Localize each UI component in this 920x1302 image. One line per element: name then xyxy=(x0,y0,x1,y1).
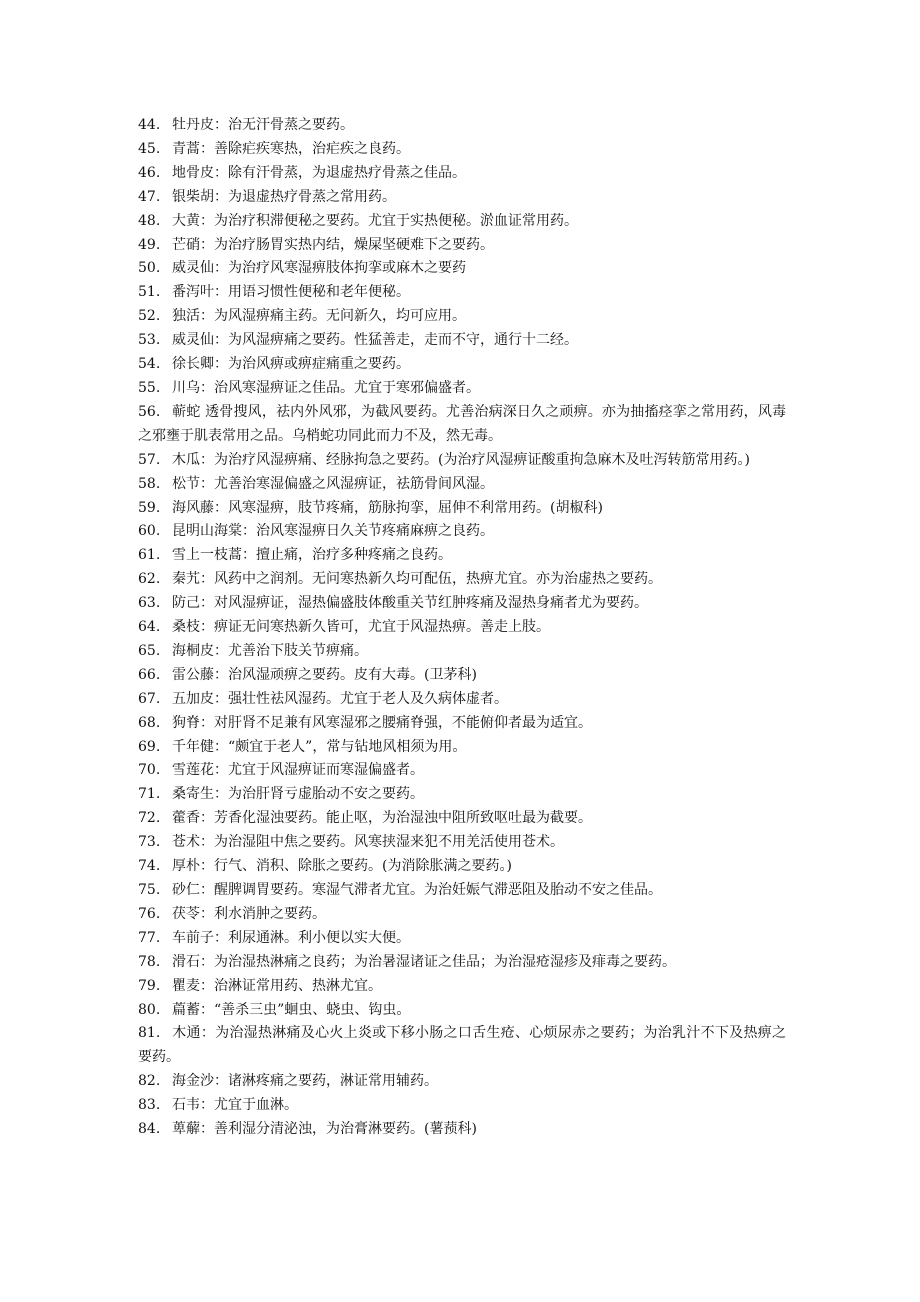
list-item xyxy=(138,114,786,138)
item-number: 75. xyxy=(138,882,161,898)
item-text: 雪上一枝蒿：擅止痛，治疗多种疼痛之良药。 xyxy=(172,547,452,564)
item-text: 木瓜：为治疗风湿痹痛、经脉拘急之要药。(为治疗风湿痹证酸重拘急麻木及吐泻转筋常用药。) xyxy=(172,451,750,468)
list-item xyxy=(138,927,786,951)
list-item xyxy=(138,544,786,568)
list-item xyxy=(138,401,786,449)
item-text: 木通：为治湿热淋痛及心火上炎或下移小肠之口舌生疮、心烦尿赤之要药；为治乳汁不下及热痹之要药。 xyxy=(138,1025,786,1066)
list-item xyxy=(138,210,786,234)
list-item xyxy=(138,879,786,903)
item-text: 海金沙：诸淋疼痛之要药，淋证常用辅药。 xyxy=(172,1073,438,1090)
list-item xyxy=(138,640,786,664)
list-item xyxy=(138,281,786,305)
item-number: 77. xyxy=(138,929,161,946)
item-text: 千年健：“颇宜于老人”，常与钻地风相须为用。 xyxy=(172,738,467,755)
item-number: 56. xyxy=(138,403,161,420)
item-text: 银柴胡：为退虚热疗骨蒸之常用药。 xyxy=(172,188,396,205)
list-item xyxy=(138,497,786,521)
item-number: 57. xyxy=(138,451,161,468)
list-item xyxy=(138,975,786,999)
list-item xyxy=(138,903,786,927)
list-item xyxy=(138,162,786,186)
list-item xyxy=(138,783,786,807)
item-text: 昆明山海棠：治风寒湿痹日久关节疼痛麻痹之良药。 xyxy=(172,523,494,540)
item-text: 地骨皮：除有汗骨蒸，为退虚热疗骨蒸之佳品。 xyxy=(172,164,466,181)
item-text: 雷公藤：治风湿顽痹之要药。皮有大毒。(卫茅科) xyxy=(172,666,477,683)
item-number: 61. xyxy=(138,547,161,564)
list-item xyxy=(138,449,786,473)
item-number: 47. xyxy=(138,188,161,205)
list-item xyxy=(138,520,786,544)
item-text: 青蒿：善除疟疾寒热，治疟疾之良药。 xyxy=(172,140,410,157)
item-text: 狗脊：对肝肾不足兼有风寒湿邪之腰痛脊强，不能俯仰者最为适宜。 xyxy=(172,714,592,731)
item-number: 68. xyxy=(138,714,161,731)
item-text: 萹蓄：“善杀三虫”蛔虫、蛲虫、钩虫。 xyxy=(172,1001,411,1018)
item-text: 石韦：尤宜于血淋。 xyxy=(172,1097,298,1114)
document-body xyxy=(138,114,786,1142)
item-text: 雪莲花：尤宜于风湿痹证而寒湿偏盛者。 xyxy=(172,762,424,779)
item-text: 茯苓：利水消肿之要药。 xyxy=(172,905,326,922)
list-item xyxy=(138,831,786,855)
item-text: 厚朴：行气、消积、除胀之要药。(为消除胀满之要药。) xyxy=(172,858,512,875)
item-number: 48. xyxy=(138,212,161,229)
item-number: 62. xyxy=(138,571,161,588)
item-number: 44. xyxy=(138,117,161,133)
item-text: 车前子：利尿通淋。利小便以实大便。 xyxy=(172,929,410,946)
list-item xyxy=(138,616,786,640)
item-text: 蕲蛇 透骨搜风，祛内外风邪，为截风要药。尤善治病深日久之顽痹。亦为抽搐痉挛之常用药，风毒之邪壅于肌表常用之品。乌梢蛇功同此而力不及，然无毒。 xyxy=(138,403,786,444)
list-item xyxy=(138,568,786,592)
list-item xyxy=(138,305,786,329)
list-item xyxy=(138,592,786,616)
item-number: 50. xyxy=(138,260,161,277)
item-number: 82. xyxy=(138,1073,161,1090)
item-number: 81. xyxy=(138,1025,161,1042)
item-text: 桑寄生：为治肝肾亏虚胎动不安之要药。 xyxy=(172,786,424,803)
list-item xyxy=(138,664,786,688)
list-item xyxy=(138,1118,786,1142)
item-number: 73. xyxy=(138,834,161,851)
list-item xyxy=(138,736,786,760)
item-text: 砂仁：醒脾调胃要药。寒湿气滞者尤宜。为治妊娠气滞恶阻及胎动不安之佳品。 xyxy=(172,882,662,898)
item-text: 大黄：为治疗积滞便秘之要药。尤宜于实热便秘。淤血证常用药。 xyxy=(172,212,578,229)
item-number: 63. xyxy=(138,595,161,612)
item-number: 72. xyxy=(138,810,161,827)
list-item xyxy=(138,951,786,975)
item-number: 66. xyxy=(138,666,161,683)
item-text: 威灵仙：为治疗风寒湿痹肢体拘挛或麻木之要药 xyxy=(172,260,466,277)
item-number: 84. xyxy=(138,1121,161,1138)
item-number: 64. xyxy=(138,619,161,636)
item-text: 海风藤：风寒湿痹，肢节疼痛，筋脉拘挛，屈伸不利常用药。(胡椒科) xyxy=(172,499,603,516)
list-item xyxy=(138,234,786,258)
item-number: 59. xyxy=(138,499,161,516)
item-number: 58. xyxy=(138,475,161,492)
item-text: 苍术：为治湿阻中焦之要药。风寒挟湿来犯不用羌活使用苍术。 xyxy=(172,834,564,851)
item-number: 83. xyxy=(138,1097,161,1114)
list-item xyxy=(138,999,786,1023)
list-item xyxy=(138,329,786,353)
item-number: 51. xyxy=(138,284,161,301)
item-text: 萆薢：善利湿分清泌浊，为治膏淋要药。(薯蓣科) xyxy=(172,1121,477,1138)
item-number: 79. xyxy=(138,977,161,994)
item-text: 桑枝：痹证无问寒热新久皆可，尤宜于风湿热痹。善走上肢。 xyxy=(172,619,550,636)
item-text: 防己：对风湿痹证，湿热偏盛肢体酸重关节红肿疼痛及湿热身痛者尤为要药。 xyxy=(172,595,648,612)
list-item xyxy=(138,712,786,736)
item-text: 番泻叶：用语习惯性便秘和老年便秘。 xyxy=(172,284,410,301)
list-item xyxy=(138,186,786,210)
item-text: 海桐皮：尤善治下肢关节痹痛。 xyxy=(172,642,368,659)
list-item xyxy=(138,1070,786,1094)
item-text: 松节：尤善治寒湿偏盛之风湿痹证，祛筋骨间风湿。 xyxy=(172,475,494,492)
item-text: 滑石：为治湿热淋痛之良药；为治暑湿诸证之佳品；为治湿疮湿疹及痱毒之要药。 xyxy=(172,953,676,970)
item-text: 牡丹皮：治无汗骨蒸之要药。 xyxy=(172,117,354,133)
item-text: 独活：为风湿痹痛主药。无问新久，均可应用。 xyxy=(172,308,466,325)
item-number: 45. xyxy=(138,140,161,157)
list-item xyxy=(138,353,786,377)
item-number: 60. xyxy=(138,523,161,540)
list-item xyxy=(138,688,786,712)
item-number: 54. xyxy=(138,356,161,373)
item-number: 70. xyxy=(138,762,161,779)
item-number: 71. xyxy=(138,786,161,803)
item-number: 49. xyxy=(138,236,161,253)
item-number: 69. xyxy=(138,738,161,755)
list-item xyxy=(138,807,786,831)
item-text: 威灵仙：为风湿痹痛之要药。性猛善走，走而不守，通行十二经。 xyxy=(172,332,578,349)
item-number: 52. xyxy=(138,308,161,325)
list-item xyxy=(138,473,786,497)
list-item xyxy=(138,759,786,783)
item-number: 55. xyxy=(138,379,161,396)
item-text: 川乌：治风寒湿痹证之佳品。尤宜于寒邪偏盛者。 xyxy=(172,379,480,396)
list-item xyxy=(138,138,786,162)
list-item xyxy=(138,1022,786,1070)
list-item xyxy=(138,855,786,879)
item-text: 五加皮：强壮性祛风湿药。尤宜于老人及久病体虚者。 xyxy=(172,690,508,707)
item-number: 65. xyxy=(138,642,161,659)
item-number: 80. xyxy=(138,1001,161,1018)
item-number: 78. xyxy=(138,953,161,970)
list-item xyxy=(138,257,786,281)
item-text: 徐长卿：为治风痹或痹症痛重之要药。 xyxy=(172,356,410,373)
list-item xyxy=(138,377,786,401)
item-number: 74. xyxy=(138,858,161,875)
item-text: 瞿麦：治淋证常用药、热淋尤宜。 xyxy=(172,977,382,994)
item-text: 藿香：芳香化湿浊要药。能止呕，为治湿浊中阻所致呕吐最为截要。 xyxy=(172,810,592,827)
item-text: 芒硝：为治疗肠胃实热内结，燥屎坚硬难下之要药。 xyxy=(172,236,494,253)
list-item xyxy=(138,1094,786,1118)
item-number: 53. xyxy=(138,332,161,349)
item-number: 76. xyxy=(138,905,161,922)
item-text: 秦艽：风药中之润剂。无问寒热新久均可配伍，热痹尤宜。亦为治虚热之要药。 xyxy=(172,571,662,588)
item-number: 46. xyxy=(138,164,161,181)
item-number: 67. xyxy=(138,690,161,707)
